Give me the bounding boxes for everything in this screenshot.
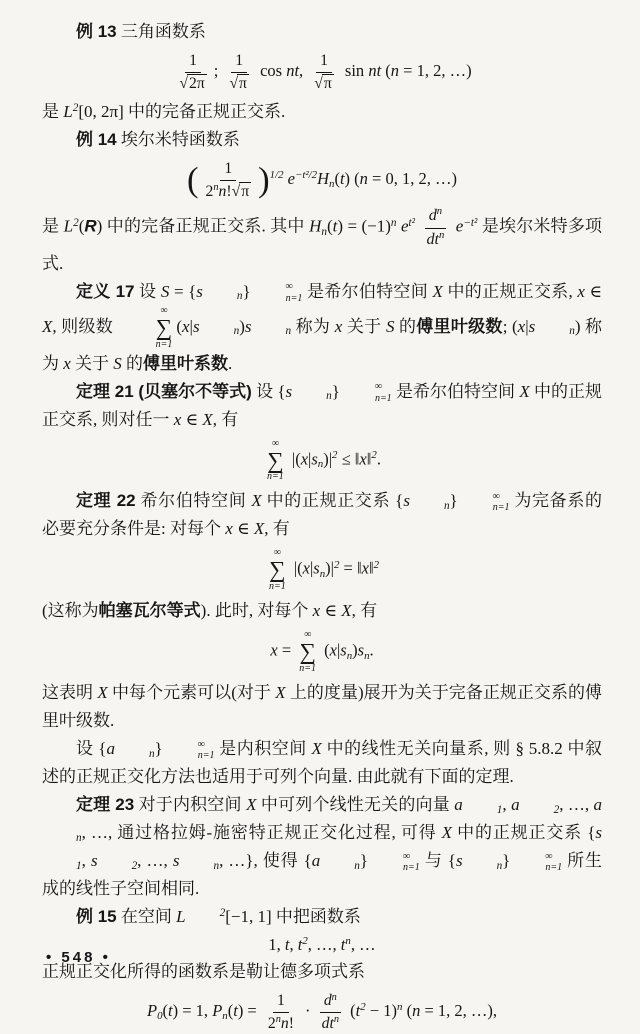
text-run: }	[154, 739, 163, 759]
math-variable: X	[441, 823, 453, 843]
bold-math-variable: R	[84, 216, 97, 236]
subscript: n	[354, 859, 360, 872]
text-run: 关于	[70, 353, 114, 373]
superscript: 2	[302, 935, 308, 948]
text-run: , …}, 使得 {	[219, 851, 312, 871]
text-run: (	[402, 1001, 413, 1021]
text-run: 中的线性无关向量系, 则 § 5.8.2 中叙述的正规正交化方法也适用于可列个向量. 由此就有下面的定理.	[42, 739, 603, 787]
text-run: ∈	[232, 519, 254, 539]
bold-text-run: 傅里叶级数	[416, 316, 503, 336]
subscript: n	[346, 649, 353, 662]
math-variable: s	[340, 640, 347, 660]
bold-text-run: 例 13	[76, 22, 117, 41]
subscript: 0	[157, 1009, 163, 1022]
math-variable: e	[287, 169, 295, 189]
bold-text-run: 例 15	[76, 907, 117, 927]
text-run: )|	[325, 559, 334, 579]
math-variable: s	[403, 491, 410, 511]
summation: ∞ ∑ n=1	[268, 547, 286, 593]
math-variable: t	[332, 216, 338, 236]
text-run: (	[346, 1001, 356, 1021]
superscript: n	[333, 1014, 340, 1026]
math-variable: n	[390, 60, 400, 80]
bold-text-run: 帕塞瓦尔等式	[98, 601, 201, 621]
text-run: (	[320, 640, 330, 660]
math-variable: a	[454, 795, 463, 815]
text-run: (	[78, 216, 85, 236]
subscript: 1	[76, 859, 82, 872]
text-run: ) 称为	[42, 316, 603, 373]
text-run: = {	[169, 281, 197, 301]
text-run: (	[381, 60, 391, 80]
fraction	[225, 51, 253, 93]
bold-text-run: 例 14	[76, 130, 117, 150]
math-variable: x	[312, 601, 321, 621]
text-run: (	[326, 216, 333, 236]
summation: ∞ ∑ n=1	[155, 304, 173, 350]
text-run: ; (	[502, 316, 518, 336]
math-variable: x	[577, 281, 585, 301]
math-variable: s	[196, 281, 203, 301]
math-variable: t	[339, 169, 345, 189]
text-run: (这称为	[42, 601, 99, 621]
math-variable: nt	[286, 60, 300, 80]
text-run: = 0, 1, 2, …)	[367, 169, 457, 189]
text-run: 所生成的线性子空间相同.	[42, 851, 602, 899]
monomial-system-formula	[42, 936, 602, 953]
math-variable: nt	[368, 60, 382, 80]
math-variable: P	[147, 1001, 158, 1021]
superscript: n	[213, 182, 219, 194]
text-run: 是	[42, 102, 64, 122]
text-run: )|	[323, 449, 333, 469]
text-run: , …,	[307, 935, 341, 955]
text-run: 与 {	[419, 851, 456, 871]
math-variable: t	[168, 1001, 173, 1021]
expansion-remark-text	[42, 679, 602, 735]
text-run: 1	[235, 52, 244, 69]
superscript: n	[331, 991, 337, 1003]
text-run: sin	[340, 60, 369, 80]
text-run	[415, 217, 419, 236]
subscript: n	[285, 325, 292, 338]
superscript: 2	[73, 216, 79, 229]
summation: ∞ ∑ n=1	[299, 629, 317, 675]
superscript: 2	[333, 559, 340, 572]
superscript: 2	[72, 102, 79, 114]
sup-sub-stack: ∞ n=1	[374, 381, 392, 404]
subscript: n	[364, 649, 370, 662]
hermite-polynomial-text	[42, 206, 602, 277]
math-variable: X	[432, 281, 443, 301]
math-variable: d	[323, 992, 332, 1010]
math-variable: n	[359, 169, 368, 189]
text-run: )	[352, 640, 358, 660]
math-variable: s	[595, 823, 602, 843]
math-variable: s	[311, 449, 318, 469]
parseval-equality-formula	[42, 548, 602, 592]
fraction	[175, 51, 210, 93]
text-run: (	[350, 169, 360, 189]
text-run: |(	[287, 449, 301, 469]
theorem-21-paragraph	[42, 378, 602, 434]
text-run: = 1, 2, …),	[420, 1001, 497, 1021]
trig-system-formula	[42, 51, 602, 93]
subscript: 1	[496, 803, 503, 816]
math-variable: dt	[426, 230, 440, 248]
text-run: ∈	[181, 409, 203, 429]
text-run: ,	[81, 851, 91, 871]
text-run: 2	[267, 1014, 276, 1032]
math-variable: n	[280, 1014, 289, 1032]
subscript: n	[329, 177, 335, 190]
math-variable: x	[173, 409, 182, 429]
square-root: √ π	[229, 74, 247, 92]
text-run: ·	[300, 1001, 315, 1021]
text-run: 设 {	[76, 739, 107, 759]
superscript: n	[345, 935, 351, 948]
text-run: , …,	[137, 851, 173, 871]
text-run: (	[227, 1001, 234, 1021]
text-run: 设	[134, 281, 161, 301]
text-run: [−1, 1] 中把函数系	[225, 907, 361, 927]
square-root: √ π	[314, 74, 332, 92]
fraction	[264, 991, 298, 1033]
math-variable: n	[218, 182, 227, 200]
text-run: [0, 2π] 中的完备正规正交系.	[78, 102, 286, 122]
text-run: 中的正规正交系 {	[261, 491, 404, 511]
text-run: |	[309, 559, 314, 579]
text-run: (	[162, 1001, 169, 1021]
math-variable: X	[202, 409, 213, 429]
theorem-23-paragraph	[42, 791, 602, 903]
math-variable: X	[519, 381, 530, 401]
math-variable: X	[251, 491, 262, 511]
text-run: 是内积空间	[214, 739, 312, 759]
fraction	[202, 159, 256, 201]
text-run: (	[334, 169, 340, 189]
text-run: , …, 通过格拉姆-施密特正规正交化过程, 可得	[81, 823, 442, 843]
math-variable: X	[246, 795, 257, 815]
text-run: ‖	[368, 559, 374, 579]
math-variable: a	[311, 851, 321, 871]
text-run: ∈	[320, 601, 342, 621]
math-variable: e	[455, 216, 464, 236]
math-variable: s	[528, 316, 536, 336]
text-run: 是埃尔米特多项式.	[42, 216, 603, 273]
text-run: 中的正规正交系 {	[452, 823, 596, 843]
superscript: n	[397, 1001, 403, 1014]
text-run: =	[277, 640, 296, 660]
subscript: n	[569, 325, 575, 338]
text-run: 埃尔米特函数系	[116, 130, 240, 150]
text-run: 上的度量)展开为关于完备正规正交系的傅里叶级数.	[42, 683, 602, 731]
subscript: n	[233, 325, 240, 338]
text-run: 1	[276, 992, 285, 1010]
text-run: 三角函数系	[116, 22, 206, 41]
math-variable: t	[340, 935, 346, 955]
text-run: 关于	[342, 316, 386, 336]
math-variable: n	[412, 1001, 421, 1021]
definition-17-paragraph	[42, 278, 602, 378]
math-variable: s	[244, 316, 252, 336]
subscript: n	[317, 457, 324, 470]
bold-text-run: 傅里叶系数	[143, 353, 229, 373]
math-variable: t	[284, 935, 290, 955]
math-variable: X	[42, 316, 53, 336]
superscript: t²	[408, 216, 415, 229]
math-variable: s	[90, 851, 98, 871]
math-variable: L	[63, 216, 74, 236]
math-variable: x	[517, 316, 526, 336]
subscript: n	[236, 290, 243, 303]
math-variable: x	[300, 449, 309, 469]
gram-schmidt-intro-text	[42, 735, 602, 791]
text-run: , 有	[212, 409, 239, 429]
superscript: n	[275, 1014, 281, 1026]
math-variable: X	[253, 519, 265, 539]
math-variable: dt	[321, 1014, 334, 1032]
text-run: 1,	[268, 935, 285, 955]
subscript: n	[443, 500, 450, 513]
page-number: • 548 •	[46, 949, 111, 966]
text-run: 2	[205, 182, 214, 200]
text-run: }	[331, 381, 340, 401]
text-run: 1	[189, 52, 197, 69]
text-run: !	[226, 182, 232, 200]
math-variable: S	[385, 316, 395, 336]
sup-sub-stack: ∞ n=1	[285, 281, 303, 304]
math-variable: x	[270, 640, 278, 660]
text-run: 希尔伯特空间	[135, 491, 252, 511]
sup-sub-stack: ∞ n=1	[545, 850, 563, 874]
example-14-heading	[42, 126, 602, 154]
subscript: 2	[131, 859, 138, 872]
square-root: √ 2π	[179, 74, 205, 92]
superscript: 2	[360, 1001, 366, 1014]
text-run: 称为	[291, 316, 335, 336]
text-run: |	[336, 640, 341, 660]
theorem-22-paragraph	[42, 487, 602, 543]
math-variable: x	[302, 559, 310, 579]
text-run: , 有	[264, 519, 290, 539]
text-run: 是希尔伯特空间	[391, 381, 520, 401]
bold-text-run: 定理 21 (贝塞尔不等式)	[76, 381, 252, 401]
subscript: n	[213, 859, 220, 872]
bold-text-run: 定义 17	[76, 281, 135, 301]
text-run: = ‖	[339, 559, 362, 579]
big-paren: (	[187, 160, 199, 199]
superscript: −t²	[463, 216, 478, 229]
superscript: −t²/2	[295, 169, 318, 182]
math-variable: s	[172, 851, 180, 871]
text-run: }	[449, 491, 458, 511]
text-run: )	[344, 169, 351, 189]
math-variable: a	[106, 739, 115, 759]
math-variable: a	[511, 795, 520, 815]
superscript: n	[439, 229, 445, 241]
text-run: )	[239, 316, 245, 336]
text-run: ;	[213, 60, 223, 80]
math-variable: x	[361, 559, 369, 579]
big-paren: )	[258, 160, 270, 199]
square-root: √ π	[231, 182, 250, 200]
math-variable: s	[313, 559, 320, 579]
fraction	[310, 51, 338, 93]
math-variable: x	[63, 353, 71, 373]
text-run: ∈	[584, 281, 603, 301]
text-run: ≤ ‖	[337, 449, 360, 469]
page-content	[42, 18, 602, 1034]
text-run: 设 {	[251, 381, 286, 401]
text-run: 对于内积空间	[134, 795, 247, 815]
math-variable: s	[285, 381, 293, 401]
text-run: !	[288, 1014, 294, 1032]
superscript: 2	[332, 449, 338, 462]
sup-sub-stack: ∞ n=1	[403, 850, 420, 874]
text-run: |(	[289, 559, 303, 579]
text-run: .	[376, 449, 381, 469]
text-run: = 1, 2, …)	[399, 60, 472, 80]
math-variable: X	[341, 601, 352, 621]
superscript: 2	[373, 559, 380, 572]
math-variable: a	[593, 795, 603, 815]
text-run: }	[502, 851, 511, 871]
math-variable: t	[355, 1001, 361, 1021]
math-variable: L	[176, 907, 186, 927]
summation: ∞ ∑ n=1	[267, 437, 284, 483]
subscript: n	[326, 390, 332, 403]
superscript: n	[436, 206, 443, 218]
fraction	[422, 206, 448, 249]
text-run: 这表明	[42, 683, 98, 703]
text-run: ) 中的完备正规正交系. 其中	[96, 216, 310, 236]
text-run: 中的正规正交系,	[442, 281, 578, 301]
text-run: }	[242, 281, 251, 301]
subscript: n	[319, 567, 326, 580]
fraction	[318, 991, 343, 1033]
example-13-heading	[42, 18, 602, 46]
math-variable: x	[225, 519, 233, 539]
math-variable: x	[182, 316, 190, 336]
text-run: ,	[289, 935, 298, 955]
bold-text-run: 定理 23	[76, 795, 135, 815]
math-variable: t	[297, 935, 303, 955]
text-run: |	[189, 316, 193, 336]
legendre-intro-text	[42, 958, 602, 986]
math-variable: S	[160, 281, 170, 301]
text-run: 1	[224, 160, 233, 178]
math-variable: t	[233, 1001, 238, 1021]
sup-sub-stack: ∞ n=1	[197, 738, 215, 762]
text-run: 为完备系的必要充分条件是: 对每个	[42, 491, 602, 539]
math-variable: e	[400, 216, 409, 236]
math-variable: s	[455, 851, 463, 871]
math-variable: x	[359, 449, 367, 469]
text-run: , 则级数	[52, 316, 118, 336]
text-run: , …	[350, 935, 376, 955]
math-variable: X	[311, 739, 322, 759]
subscript: 2	[553, 803, 560, 816]
superscript: n	[390, 216, 397, 229]
subscript: n	[148, 747, 155, 760]
math-variable: s	[357, 640, 365, 660]
example-15-heading	[42, 903, 602, 931]
text-run: , …,	[559, 795, 594, 815]
text-run: |	[308, 449, 312, 469]
text-run: (	[176, 316, 182, 336]
text-run: 1	[320, 52, 328, 69]
math-variable: H	[309, 216, 322, 236]
text-run: .	[228, 353, 233, 373]
superscript: 2	[219, 906, 226, 919]
subscript: n	[76, 831, 82, 844]
bessel-inequality-formula	[42, 439, 602, 483]
text-run: .	[369, 640, 374, 660]
subscript: n	[321, 225, 327, 238]
text-run: 中每个元素可以(对于	[107, 683, 276, 703]
math-variable: X	[97, 683, 108, 703]
text-run: 是	[42, 216, 64, 236]
math-variable: P	[212, 1001, 223, 1021]
text-run: 中可列个线性无关的向量	[256, 795, 455, 815]
text-run: 的	[394, 316, 417, 336]
superscript: 2	[371, 449, 377, 462]
math-variable: s	[192, 316, 200, 336]
trig-completeness-text	[42, 98, 602, 126]
text-run: ,	[502, 795, 512, 815]
bold-text-run: 定理 22	[76, 491, 136, 511]
math-variable: x	[334, 316, 343, 336]
text-run: ‖	[366, 449, 372, 469]
fourier-expansion-formula	[42, 630, 602, 674]
text-run: ) =	[237, 1001, 261, 1021]
text-run: , 有	[351, 601, 378, 621]
text-run: 在空间	[116, 907, 177, 927]
text-run: − 1)	[365, 1001, 397, 1021]
hermite-function-formula	[42, 159, 602, 201]
math-variable: H	[317, 169, 330, 189]
subscript: n	[496, 859, 503, 872]
text-run: ). 此时, 对每个	[200, 601, 313, 621]
math-variable: x	[329, 640, 337, 660]
math-variable: S	[113, 353, 122, 373]
math-variable: X	[275, 683, 286, 703]
math-variable: d	[428, 207, 437, 225]
text-run: ) = 1,	[172, 1001, 213, 1021]
text-run: 中的正规正交系, 则对任一	[42, 381, 603, 429]
superscript: 1/2	[269, 169, 284, 182]
text-run: }	[359, 851, 369, 871]
text-run: ,	[299, 60, 308, 80]
math-variable: L	[63, 102, 73, 122]
text-run: 的	[121, 353, 144, 373]
text-run: cos	[255, 60, 287, 80]
subscript: n	[222, 1009, 228, 1022]
text-run: |	[525, 316, 529, 336]
text-run: 正规正交化所得的函数系是勒让德多项式系	[42, 962, 365, 982]
text-run: ) = (−1)	[337, 216, 391, 236]
sup-sub-stack: ∞ n=1	[492, 490, 510, 514]
legendre-polynomial-formula	[42, 991, 602, 1033]
text-run: 是希尔伯特空间	[302, 281, 433, 301]
parseval-name-text	[42, 597, 602, 625]
